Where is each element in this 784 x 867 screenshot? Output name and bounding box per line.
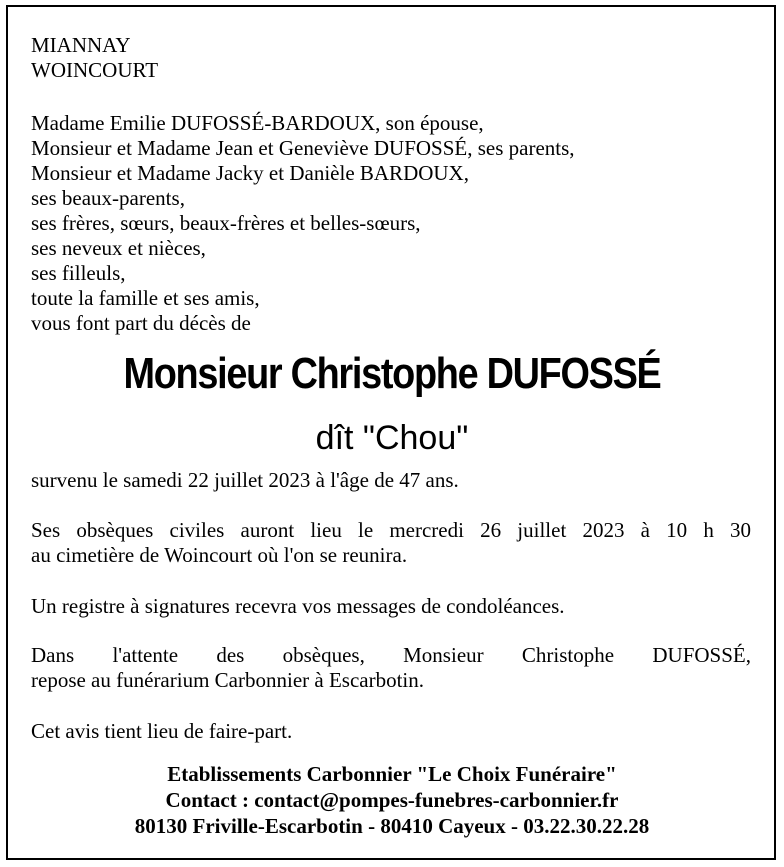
funeral-line-1: Ses obsèques civiles auront lieu le mercredi 26 juillet 2023 à 10 h 30 [31, 518, 751, 542]
family-line: vous font part du décès de [31, 311, 251, 335]
death-date-line: survenu le samedi 22 juillet 2023 à l'âge de 47 ans. [31, 468, 459, 492]
family-line: ses filleuls, [31, 261, 126, 285]
notice-line: Cet avis tient lieu de faire-part. [31, 719, 293, 743]
town-miannay: MIANNAY [31, 33, 131, 57]
deceased-name: Monsieur Christophe DUFOSSÉ [123, 349, 661, 398]
family-line: Madame Emilie DUFOSSÉ-BARDOUX, son épouse, [31, 111, 484, 135]
rest-line-1: Dans l'attente des obsèques, Monsieur Christophe DUFOSSÉ, [31, 643, 751, 667]
family-line: ses beaux-parents, [31, 186, 185, 210]
family-line: ses neveux et nièces, [31, 236, 206, 260]
funeral-home-contact: Contact : contact@pompes-funebres-carbonnier.fr [165, 788, 619, 812]
funeral-home-name: Etablissements Carbonnier "Le Choix Funéraire" [167, 762, 617, 786]
funeral-line-2: au cimetière de Woincourt où l'on se reunira. [31, 543, 408, 567]
register-line: Un registre à signatures recevra vos messages de condoléances. [31, 594, 565, 618]
rest-line-2: repose au funérarium Carbonnier à Escarbotin. [31, 668, 425, 692]
funeral-home-address: 80130 Friville-Escarbotin - 80410 Cayeux - 03.22.30.22.28 [134, 814, 650, 838]
family-line: toute la famille et ses amis, [31, 286, 260, 310]
family-line: ses frères, sœurs, beaux-frères et belles-sœurs, [31, 211, 421, 235]
deceased-nickname: dît "Chou" [315, 419, 469, 457]
family-line: Monsieur et Madame Jean et Geneviève DUFOSSÉ, ses parents, [31, 136, 575, 160]
family-line: Monsieur et Madame Jacky et Danièle BARDOUX, [31, 161, 469, 185]
town-woincourt: WOINCOURT [31, 58, 159, 82]
